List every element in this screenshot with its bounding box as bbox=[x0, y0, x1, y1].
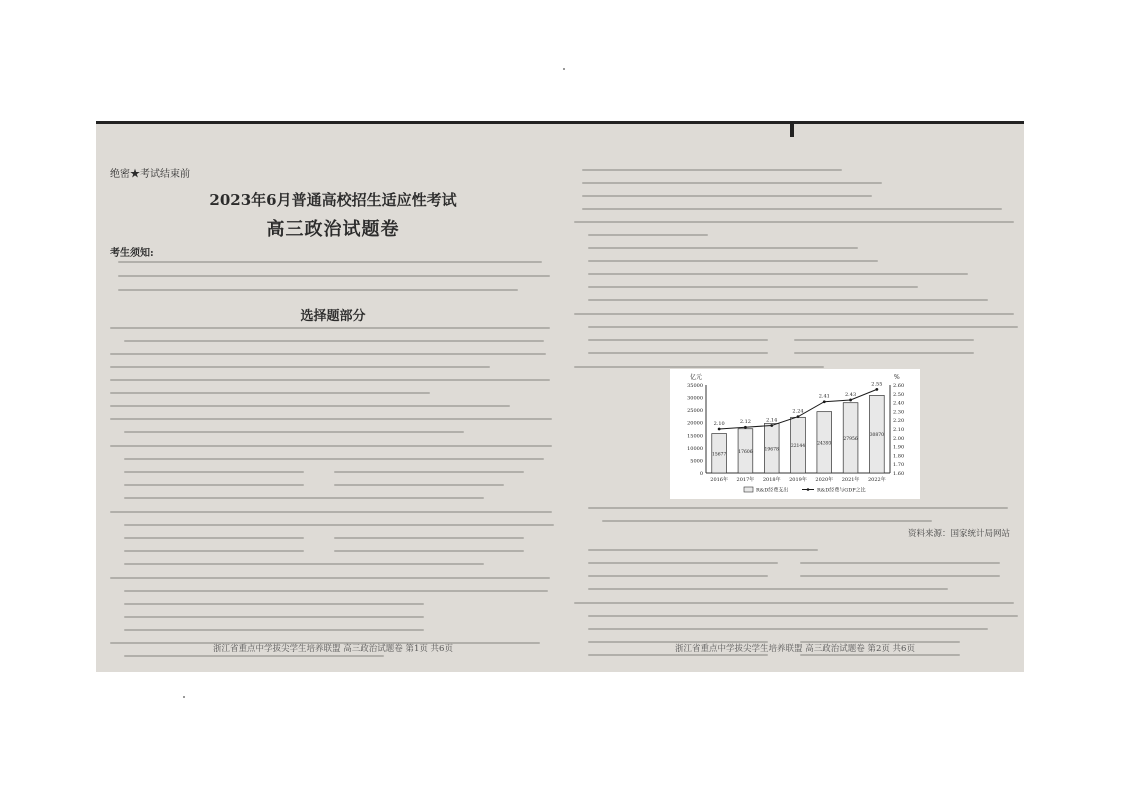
left-footer: 浙江省重点中学拔尖学生培养联盟 高三政治试题卷 第1页 共6页 bbox=[213, 644, 453, 654]
exam-title: 2023年6月普通高校招生适应性考试 bbox=[209, 191, 457, 209]
secret-label: 绝密★考试结束前 bbox=[110, 169, 190, 180]
y-tick-left: 5000 bbox=[690, 458, 703, 465]
ratio-value-label: 2.24 bbox=[792, 408, 804, 415]
exam-subtitle: 高三政治试题卷 bbox=[266, 219, 400, 240]
ratio-value-label: 2.10 bbox=[713, 421, 725, 427]
speck bbox=[563, 68, 565, 70]
y-tick-right: 2.10 bbox=[893, 427, 905, 433]
y-tick-right: 1.80 bbox=[893, 453, 905, 460]
y-tick-right: 2.00 bbox=[893, 435, 905, 442]
y-tick-right: 1.60 bbox=[893, 471, 905, 477]
bar-value-label: 30870 bbox=[869, 433, 885, 439]
x-tick-label: 2018年 bbox=[762, 477, 781, 483]
ratio-point bbox=[875, 388, 878, 391]
x-tick-label: 2017年 bbox=[736, 477, 755, 483]
right-footer: 浙江省重点中学拔尖学生培养联盟 高三政治试题卷 第2页 共6页 bbox=[675, 644, 915, 654]
top-edge bbox=[96, 121, 1024, 124]
bar-value-label: 24393 bbox=[817, 441, 832, 447]
section-heading: 选择题部分 bbox=[300, 309, 366, 324]
y-axis-left-label: 亿元 bbox=[689, 374, 702, 381]
y-tick-right: 2.40 bbox=[893, 400, 905, 407]
ratio-value-label: 2.12 bbox=[739, 419, 751, 426]
legend-swatch-bar bbox=[744, 487, 753, 492]
y-tick-right: 2.60 bbox=[893, 383, 905, 389]
ratio-point bbox=[797, 415, 800, 418]
notice-heading: 考生须知: bbox=[110, 248, 154, 259]
ratio-value-label: 2.14 bbox=[766, 417, 778, 424]
y-tick-right: 2.20 bbox=[893, 418, 905, 425]
ratio-point bbox=[849, 399, 852, 402]
y-tick-left: 10000 bbox=[687, 445, 703, 452]
y-tick-left: 25000 bbox=[687, 408, 703, 415]
bar-value-label: 19678 bbox=[764, 447, 779, 453]
y-tick-right: 1.90 bbox=[893, 444, 905, 451]
y-tick-left: 20000 bbox=[687, 420, 703, 427]
rd-chart bbox=[670, 369, 920, 499]
x-tick-label: 2016年 bbox=[710, 477, 729, 483]
ratio-point bbox=[744, 426, 747, 429]
exam-sheet bbox=[96, 121, 1024, 672]
y-tick-left: 30000 bbox=[687, 395, 703, 402]
x-tick-label: 2019年 bbox=[789, 477, 807, 483]
y-tick-left: 35000 bbox=[687, 383, 703, 389]
x-tick-label: 2021年 bbox=[841, 477, 860, 483]
y-axis-right-label: % bbox=[894, 374, 900, 381]
chart-source: 资料来源：国家统计局网站 bbox=[907, 529, 1010, 539]
legend-swatch-point bbox=[807, 488, 810, 491]
ratio-value-label: 2.41 bbox=[818, 393, 830, 400]
ratio-value-label: 2.43 bbox=[845, 391, 857, 398]
y-tick-right: 2.30 bbox=[893, 409, 905, 416]
bar-value-label: 22144 bbox=[790, 444, 806, 450]
ratio-point bbox=[770, 424, 773, 427]
ratio-point bbox=[718, 428, 721, 431]
right-page bbox=[574, 129, 1016, 672]
y-tick-left: 0 bbox=[699, 471, 703, 477]
y-tick-right: 1.70 bbox=[893, 462, 905, 469]
left-page bbox=[104, 129, 562, 672]
y-tick-left: 15000 bbox=[687, 433, 703, 440]
bar-value-label: 15677 bbox=[711, 452, 727, 458]
bar-value-label: 17606 bbox=[738, 449, 753, 455]
ratio-point bbox=[823, 400, 826, 403]
x-tick-label: 2022年 bbox=[867, 477, 886, 483]
ratio-value-label: 2.55 bbox=[871, 381, 883, 388]
bar-value-label: 27956 bbox=[843, 436, 858, 442]
x-tick-label: 2020年 bbox=[815, 477, 834, 483]
speck bbox=[183, 696, 185, 698]
y-tick-right: 2.50 bbox=[893, 391, 905, 398]
legend-label-line: R&D经费与GDP之比 bbox=[817, 487, 866, 494]
legend-label-bar: R&D经费支出 bbox=[756, 487, 789, 494]
